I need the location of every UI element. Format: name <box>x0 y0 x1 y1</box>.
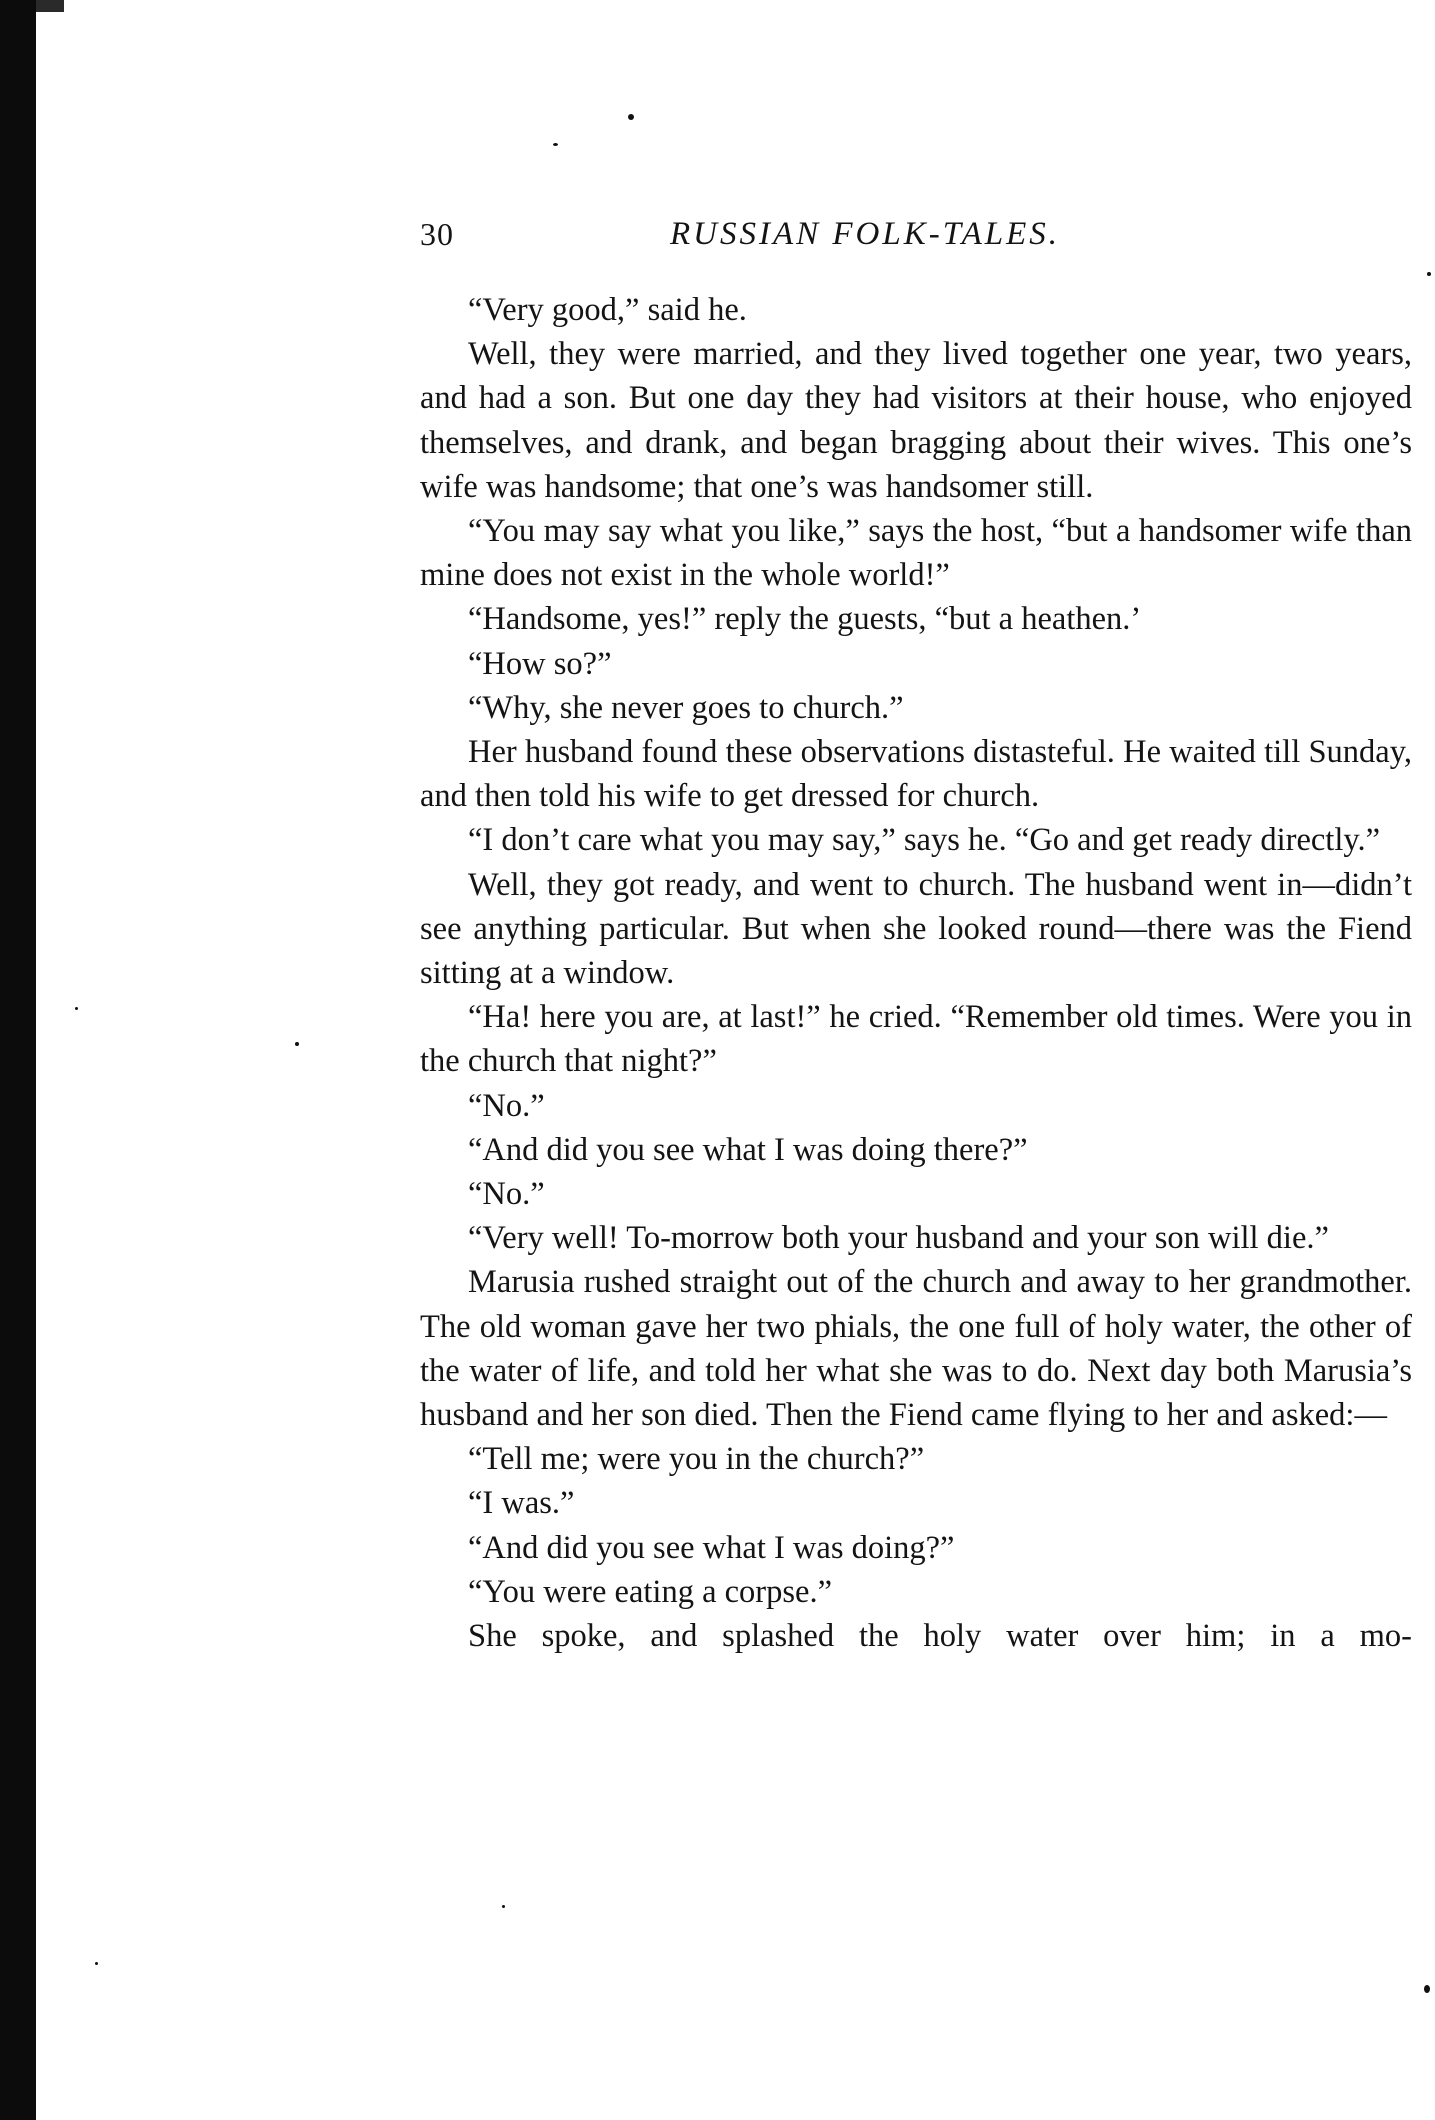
ink-speck <box>295 1042 299 1046</box>
book-title: RUSSIAN FOLK-TALES. <box>670 216 1061 252</box>
paragraph: “And did you see what I was doing there?” <box>468 1131 1028 1168</box>
paragraph: “And did you see what I was doing?” <box>468 1529 955 1566</box>
paragraph: She spoke, and splashed the holy water over him; in a mo- <box>468 1618 1412 1655</box>
ink-speck <box>1427 272 1431 276</box>
page-corner-shadow <box>36 0 64 12</box>
page-edge-shadow <box>0 0 36 2120</box>
ink-speck <box>95 1962 98 1965</box>
paragraph: Well, they got ready, and went to church. The husband went in—didn’t see anything particular. But when she looked round—there was the Fiend sitting at a window. <box>420 866 1412 992</box>
ink-speck <box>75 1007 78 1010</box>
page-number: 30 <box>420 216 454 252</box>
paragraph: “No.” <box>468 1176 545 1213</box>
ink-speck <box>502 1905 505 1908</box>
body-text <box>420 288 1412 1658</box>
paragraph: “No.” <box>468 1087 545 1124</box>
paragraph: “Handsome, yes!” reply the guests, “but a heathen.’ <box>468 601 1142 638</box>
ink-speck <box>1424 1985 1430 1993</box>
paragraph: “Why, she never goes to church.” <box>468 689 904 726</box>
paragraph: Her husband found these observations distasteful. He waited till Sunday, and then told his wife to get dressed for church. <box>420 734 1412 815</box>
paragraph: Well, they were married, and they lived together one year, two years, and had a son. But one day they had visitors at their house, who enjoyed themselves, and drank, and began bragging about their wives. This one’s wife was handsome; that one’s was handsomer still. <box>420 336 1412 505</box>
running-head <box>420 216 1420 266</box>
paragraph: “Ha! here you are, at last!” he cried. “Remember old times. Were you in the church that night?” <box>420 999 1412 1080</box>
ink-speck <box>553 143 558 146</box>
paragraph: “Very good,” said he. <box>468 292 747 328</box>
paragraph: “Tell me; were you in the church?” <box>468 1441 925 1478</box>
paragraph: “How so?” <box>468 645 612 682</box>
paragraph: Marusia rushed straight out of the church and away to her grandmother. The old woman gave her two phials, the one full of holy water, the other of the water of life, and told her what she was to do. Next day both Marusia’s husband and her son died. Then the Fiend came flying to her and asked:— <box>420 1264 1412 1434</box>
paragraph: “You were eating a corpse.” <box>468 1573 832 1610</box>
ink-speck <box>628 114 634 120</box>
paragraph: “I don’t care what you may say,” says he. “Go and get ready directly.” <box>468 822 1381 859</box>
paragraph: “I was.” <box>468 1485 575 1522</box>
paragraph: “Very well! To-morrow both your husband and your son will die.” <box>468 1220 1329 1257</box>
paragraph: “You may say what you like,” says the host, “but a handsomer wife than mine does not exist in the whole world!” <box>420 513 1412 594</box>
